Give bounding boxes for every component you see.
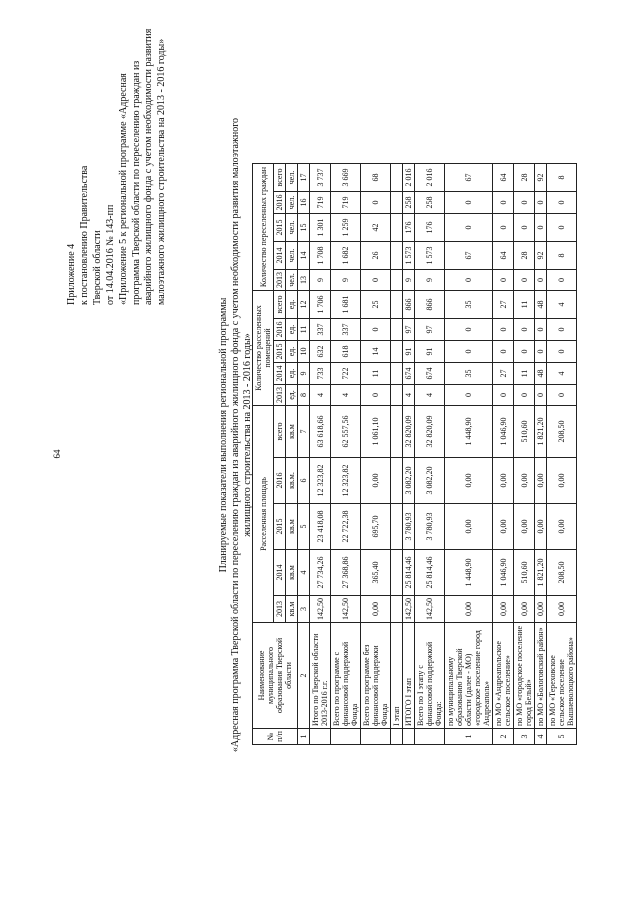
table-cell: 67 (445, 242, 493, 270)
header-unit: ед. (286, 341, 298, 363)
table-cell: 0 (535, 192, 547, 214)
table-cell: 42 (361, 214, 391, 242)
table-cell: 0 (493, 192, 514, 214)
table-row (331, 164, 361, 745)
header-unit: чел. (286, 242, 298, 270)
table-cell: 8 (547, 242, 577, 270)
table-cell: 365,40 (361, 550, 391, 596)
table-cell: 0 (535, 319, 547, 341)
table-cell: 9 (415, 270, 445, 291)
header-row-groups (253, 164, 274, 745)
table-cell: 0 (547, 319, 577, 341)
table-row (310, 164, 331, 745)
header-unit: ед. (286, 319, 298, 341)
table-cell: 0 (493, 341, 514, 363)
table-cell: 91 (403, 341, 415, 363)
table-cell: 0,00 (547, 504, 577, 550)
table-cell: 4 (547, 363, 577, 385)
table-cell: 3 082,20 (415, 458, 445, 504)
table-cell: 9 (310, 270, 331, 291)
table-body (310, 164, 577, 745)
table-cell: 1 681 (331, 291, 361, 319)
header-year: 2013 (274, 385, 286, 406)
table-cell: 258 (403, 192, 415, 214)
column-number: 9 (298, 363, 310, 385)
table-cell: 0,00 (493, 596, 514, 623)
table-cell: 91 (415, 341, 445, 363)
table-cell: 27 (493, 363, 514, 385)
table-cell: 208,50 (547, 550, 577, 596)
heading-title: Планируемые показатели выполнения региональной программы (218, 297, 229, 573)
document-heading (218, 35, 254, 835)
table-cell: 1 573 (415, 242, 445, 270)
header-unit: ед. (286, 385, 298, 406)
header-unit: кв.м (286, 550, 298, 596)
table-cell: 68 (361, 164, 391, 192)
table-cell: 258 (415, 192, 445, 214)
table-cell: 1 682 (331, 242, 361, 270)
table-cell: 1 301 (310, 214, 331, 242)
table-cell: 0 (535, 385, 547, 406)
header-year: 2013 (274, 270, 286, 291)
table-cell: 0 (493, 319, 514, 341)
table-cell: 0 (445, 192, 493, 214)
column-number: 17 (298, 164, 310, 192)
table-cell: 0 (445, 319, 493, 341)
table-cell: 0 (361, 385, 391, 406)
appendix-4-line: от 14.04.2016 № 143-пп (105, 204, 116, 305)
table-row (535, 164, 547, 745)
header-unit: кв.м (286, 504, 298, 550)
table-cell: 0,00 (535, 458, 547, 504)
page-number: 64 (52, 449, 62, 459)
table-cell: 722 (331, 363, 361, 385)
row-number: 4 (535, 729, 547, 745)
header-year: 2016 (274, 458, 286, 504)
table-cell: 0,00 (547, 458, 577, 504)
table-cell: 0 (514, 319, 535, 341)
table-cell: 618 (331, 341, 361, 363)
table-cell: 0,00 (361, 458, 391, 504)
table-cell: 9 (403, 270, 415, 291)
table-cell: 176 (403, 214, 415, 242)
row-name: Итого по Тверской области 2013-2016 г.г. (310, 623, 331, 729)
table-cell: 632 (310, 341, 331, 363)
header-year: 2014 (274, 242, 286, 270)
table-row (403, 164, 415, 745)
table-row (415, 164, 445, 745)
table-cell: 97 (415, 319, 445, 341)
table-cell: 97 (403, 319, 415, 341)
table-cell: 1 046,90 (493, 550, 514, 596)
table-cell: 2 016 (415, 164, 445, 192)
table-cell: 719 (310, 192, 331, 214)
table-cell: 510,60 (514, 406, 535, 458)
table-cell: 0 (361, 192, 391, 214)
appendix-4-line: к постановлению Правительства (79, 165, 90, 305)
row-name: по МО «Андреапольское сельское поселение» (493, 623, 514, 729)
table-cell (391, 242, 403, 270)
table-cell: 62 557,56 (331, 406, 361, 458)
header-unit: ед. (286, 291, 298, 319)
row-name: Всего по I этапу с финансовой поддержкой Фонда: (415, 623, 445, 729)
table-cell: 28 (514, 242, 535, 270)
header-unit: чел. (286, 164, 298, 192)
table-cell: 35 (445, 363, 493, 385)
table-cell: 0 (547, 341, 577, 363)
table-cell: 0,00 (514, 596, 535, 623)
header-rooms-group: Количество расселенных помещений (253, 291, 274, 406)
table-cell: 0 (514, 192, 535, 214)
table-cell: 25 (361, 291, 391, 319)
header-year: 2015 (274, 504, 286, 550)
header-unit: чел. (286, 214, 298, 242)
table-cell (391, 550, 403, 596)
table-cell: 1 448,90 (445, 550, 493, 596)
table-cell: 0 (493, 385, 514, 406)
row-number (415, 729, 445, 745)
header-year: 2015 (274, 214, 286, 242)
row-number: 3 (514, 729, 535, 745)
table-cell: 695,70 (361, 504, 391, 550)
table-cell: 32 820,09 (415, 406, 445, 458)
row-name: по МО «городское поселение город Белый» (514, 623, 535, 729)
table-cell: 35 (445, 291, 493, 319)
table-cell: 0 (535, 341, 547, 363)
row-name: ИТОГО I этап (403, 623, 415, 729)
table-row (391, 164, 403, 745)
table-cell: 92 (535, 242, 547, 270)
table-cell: 142,50 (331, 596, 361, 623)
row-name: Всего по программе без финансовой поддержки Фонда (361, 623, 391, 729)
column-number: 12 (298, 291, 310, 319)
appendix-4-line: Приложение 4 (66, 243, 77, 305)
column-number: 5 (298, 504, 310, 550)
table-row (493, 164, 514, 745)
table-cell: 3 780,93 (415, 504, 445, 550)
column-number: 14 (298, 242, 310, 270)
row-number (331, 729, 361, 745)
table-row (547, 164, 577, 745)
table-cell (391, 192, 403, 214)
table-cell: 337 (310, 319, 331, 341)
table-cell: 1 259 (331, 214, 361, 242)
table-cell: 64 (493, 242, 514, 270)
indicators-table (252, 163, 577, 745)
table-cell: 48 (535, 363, 547, 385)
header-num: № п/п (253, 729, 298, 745)
header-unit: ед. (286, 363, 298, 385)
appendix-5-block: «Приложение 5 к региональной программе «Адресная программа Тверской области по переселению граждан из аварийного жилищного фонда с учетом необходимости развития малоэтажного жилищного строительства на 2013 - 2016 годы» (118, 28, 167, 305)
table-cell (391, 596, 403, 623)
table-cell: 92 (535, 164, 547, 192)
column-number: 6 (298, 458, 310, 504)
table-cell: 1 061,10 (361, 406, 391, 458)
table-cell: 0 (361, 270, 391, 291)
header-name: Наименование муниципального образования Тверской области (253, 623, 298, 729)
column-number: 2 (298, 623, 310, 729)
table-row (514, 164, 535, 745)
table-cell: 0,00 (445, 596, 493, 623)
table-cell: 4 (415, 385, 445, 406)
table-cell: 3 737 (310, 164, 331, 192)
row-name: по муниципальному образованию Тверской области (далее - МО) «городское поселение город Андреаполь» (445, 623, 493, 729)
table-cell: 0 (493, 270, 514, 291)
header-total: всего (274, 164, 286, 192)
table-cell: 4 (310, 385, 331, 406)
table-cell (391, 341, 403, 363)
table-cell: 12 323,82 (310, 458, 331, 504)
header-year: 2015 (274, 341, 286, 363)
row-number: 2 (493, 729, 514, 745)
table-cell (391, 270, 403, 291)
row-number (391, 729, 403, 745)
table-cell: 0 (514, 270, 535, 291)
table-cell: 0 (535, 214, 547, 242)
table-cell: 0 (361, 319, 391, 341)
table-cell: 0,00 (535, 596, 547, 623)
table-row (361, 164, 391, 745)
table-cell: 28 (514, 164, 535, 192)
table-cell: 866 (415, 291, 445, 319)
table-cell: 11 (514, 363, 535, 385)
table-cell: 0 (535, 270, 547, 291)
table-cell: 14 (361, 341, 391, 363)
row-name: по МО «Бологовский район» (535, 623, 547, 729)
row-name: по МО «Тереховское сельское поселение Вышневолоцкого района» (547, 623, 577, 729)
table-cell: 142,50 (415, 596, 445, 623)
table-cell: 0,00 (361, 596, 391, 623)
table-cell: 32 820,09 (403, 406, 415, 458)
table-cell: 674 (415, 363, 445, 385)
table-cell: 0 (493, 214, 514, 242)
table-cell: 2 016 (403, 164, 415, 192)
table-cell: 1 706 (310, 291, 331, 319)
table-cell: 0 (547, 385, 577, 406)
table-cell: 4 (331, 385, 361, 406)
table-cell: 0 (445, 385, 493, 406)
header-total: всего (274, 406, 286, 458)
column-number: 16 (298, 192, 310, 214)
table-cell: 0 (514, 214, 535, 242)
table-cell: 11 (361, 363, 391, 385)
header-area-group: Расселенная площадь (253, 406, 274, 623)
table-cell: 8 (547, 164, 577, 192)
table-cell: 64 (493, 164, 514, 192)
table-cell (391, 458, 403, 504)
table-cell: 866 (403, 291, 415, 319)
table-cell: 1 046,90 (493, 406, 514, 458)
table-cell: 0 (547, 270, 577, 291)
header-total: всего (274, 291, 286, 319)
table-cell: 1 448,90 (445, 406, 493, 458)
table-cell: 719 (331, 192, 361, 214)
row-name: I этап (391, 623, 403, 729)
header-year: 2013 (274, 596, 286, 623)
table-cell: 208,50 (547, 406, 577, 458)
table-cell: 176 (415, 214, 445, 242)
table-cell: 1 821,20 (535, 550, 547, 596)
table-cell: 0,00 (514, 458, 535, 504)
header-people-group: Количество переселенных граждан (253, 164, 274, 291)
table-cell: 510,60 (514, 550, 535, 596)
table-cell: 0 (514, 385, 535, 406)
table-cell: 142,50 (310, 596, 331, 623)
header-unit: кв.м (286, 596, 298, 623)
table-cell: 1 708 (310, 242, 331, 270)
table-cell: 9 (331, 270, 361, 291)
table-cell: 27 368,86 (331, 550, 361, 596)
table-cell: 0,00 (445, 504, 493, 550)
column-number: 4 (298, 550, 310, 596)
table-cell: 25 814,46 (403, 550, 415, 596)
column-number: 1 (298, 729, 310, 745)
header-unit: кв.м. (286, 458, 298, 504)
row-number (310, 729, 331, 745)
table-cell: 22 722,38 (331, 504, 361, 550)
table-cell: 0 (445, 270, 493, 291)
table-cell (391, 291, 403, 319)
table-cell: 23 418,08 (310, 504, 331, 550)
row-number (403, 729, 415, 745)
table-cell (391, 406, 403, 458)
header-row-column-numbers (298, 164, 310, 745)
table-cell: 12 323,82 (331, 458, 361, 504)
table-cell: 0,00 (493, 458, 514, 504)
table-cell: 0 (445, 214, 493, 242)
row-number (361, 729, 391, 745)
table-cell (391, 363, 403, 385)
table-cell: 27 (493, 291, 514, 319)
table-cell: 1 821,20 (535, 406, 547, 458)
table-cell: 0 (445, 341, 493, 363)
table-cell (391, 385, 403, 406)
table-cell: 48 (535, 291, 547, 319)
heading-program-name: «Адресная программа Тверской области по переселению граждан из аварийного жилищного фонда с учетом необходимости развития малоэтажного жилищного строительства на 2013 - 2016 годы» (230, 117, 253, 753)
table-cell (391, 504, 403, 550)
table-cell: 0,00 (547, 596, 577, 623)
table-cell: 337 (331, 319, 361, 341)
table-cell: 0,00 (514, 504, 535, 550)
header-unit: кв.м (286, 406, 298, 458)
table-cell: 4 (403, 385, 415, 406)
row-number: 5 (547, 729, 577, 745)
column-number: 13 (298, 270, 310, 291)
table-cell (391, 214, 403, 242)
column-number: 10 (298, 341, 310, 363)
table-cell: 25 814,46 (415, 550, 445, 596)
table-cell: 674 (403, 363, 415, 385)
table-cell: 67 (445, 164, 493, 192)
table-cell: 11 (514, 291, 535, 319)
table-cell: 1 573 (403, 242, 415, 270)
table-row (445, 164, 493, 745)
header-unit: чел. (286, 270, 298, 291)
table-cell: 0 (514, 341, 535, 363)
header-unit: чел. (286, 192, 298, 214)
table-cell: 26 (361, 242, 391, 270)
row-number: 1 (445, 729, 493, 745)
table-cell: 0 (547, 192, 577, 214)
appendix-4-block (65, 166, 117, 305)
header-year: 2014 (274, 363, 286, 385)
table-cell: 3 780,93 (403, 504, 415, 550)
table-cell (391, 319, 403, 341)
table-cell: 3 082,20 (403, 458, 415, 504)
column-number: 11 (298, 319, 310, 341)
table-cell: 4 (547, 291, 577, 319)
table-cell: 27 734,26 (310, 550, 331, 596)
table-cell: 733 (310, 363, 331, 385)
column-number: 3 (298, 596, 310, 623)
appendix-4-line: Тверской области (92, 230, 103, 305)
table-cell (391, 164, 403, 192)
table-cell: 0,00 (535, 504, 547, 550)
table-cell: 0,00 (493, 504, 514, 550)
column-number: 7 (298, 406, 310, 458)
table-cell: 0,00 (445, 458, 493, 504)
column-number: 8 (298, 385, 310, 406)
header-year: 2016 (274, 319, 286, 341)
table-cell: 142,50 (403, 596, 415, 623)
table-cell: 63 618,66 (310, 406, 331, 458)
table-cell: 3 669 (331, 164, 361, 192)
table-cell: 0 (547, 214, 577, 242)
header-year: 2014 (274, 550, 286, 596)
column-number: 15 (298, 214, 310, 242)
row-name: Всего по программе с финансовой поддержкой Фонда (331, 623, 361, 729)
header-year: 2016 (274, 192, 286, 214)
